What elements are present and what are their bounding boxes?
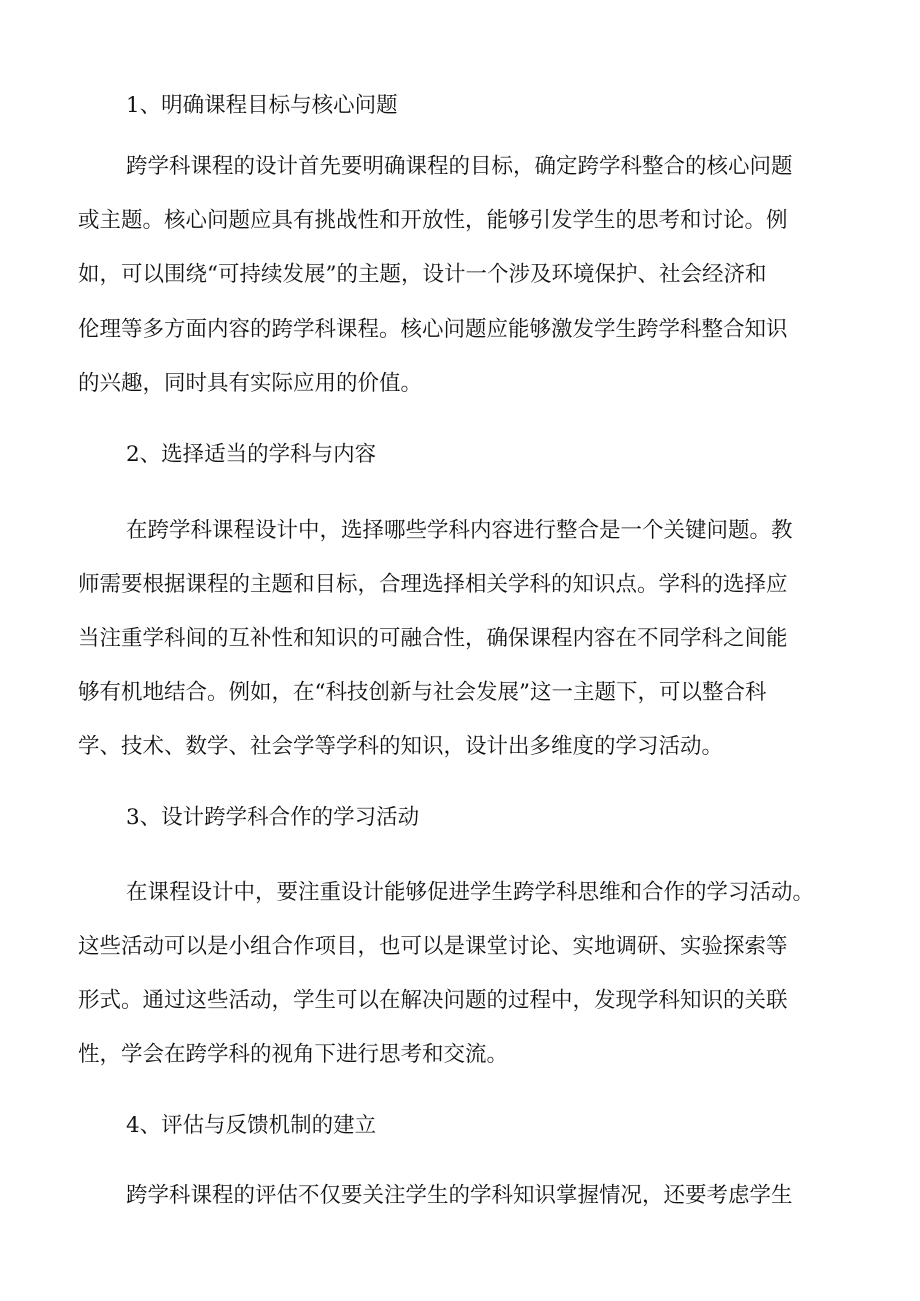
paragraph-line: 当注重学科间的互补性和知识的可融合性，确保课程内容在不同学科之间能 [78, 626, 788, 651]
paragraph-line: 够有机地结合。例如，在“科技创新与社会发展”这一主题下，可以整合科 [78, 680, 767, 705]
paragraph-line: 性，学会在跨学科的视角下进行思考和交流。 [78, 1042, 509, 1067]
paragraph-line: 伦理等多方面内容的跨学科课程。核心问题应能够激发学生跨学科整合知识 [78, 317, 788, 342]
section-4-heading: 4、评估与反馈机制的建立 [126, 1113, 377, 1138]
section-3-heading: 3、设计跨学科合作的学习活动 [126, 805, 420, 830]
paragraph-line: 跨学科课程的评估不仅要关注学生的学科知识掌握情况，还要考虑学生 [126, 1183, 793, 1208]
paragraph-line: 或主题。核心问题应具有挑战性和开放性，能够引发学生的思考和讨论。例 [78, 208, 788, 233]
paragraph-line: 在课程设计中，要注重设计能够促进学生跨学科思维和合作的学习活动。 [126, 880, 815, 905]
paragraph-line: 这些活动可以是小组合作项目，也可以是课堂讨论、实地调研、实验探索等 [78, 934, 788, 959]
paragraph-line: 师需要根据课程的主题和目标，合理选择相关学科的知识点。学科的选择应 [78, 572, 788, 597]
section-2-heading: 2、选择适当的学科与内容 [126, 442, 377, 467]
paragraph-line: 跨学科课程的设计首先要明确课程的目标，确定跨学科整合的核心问题 [126, 154, 793, 179]
paragraph-line: 如，可以围绕“可持续发展”的主题，设计一个涉及环境保护、社会经济和 [78, 262, 767, 287]
paragraph-line: 形式。通过这些活动，学生可以在解决问题的过程中，发现学科知识的关联 [78, 988, 788, 1013]
paragraph-line: 学、技术、数学、社会学等学科的知识，设计出多维度的学习活动。 [78, 734, 724, 759]
paragraph-line: 在跨学科课程设计中，选择哪些学科内容进行整合是一个关键问题。教 [126, 518, 793, 543]
section-1-heading: 1、明确课程目标与核心问题 [126, 93, 398, 118]
paragraph-line: 的兴趣，同时具有实际应用的价值。 [78, 371, 423, 396]
